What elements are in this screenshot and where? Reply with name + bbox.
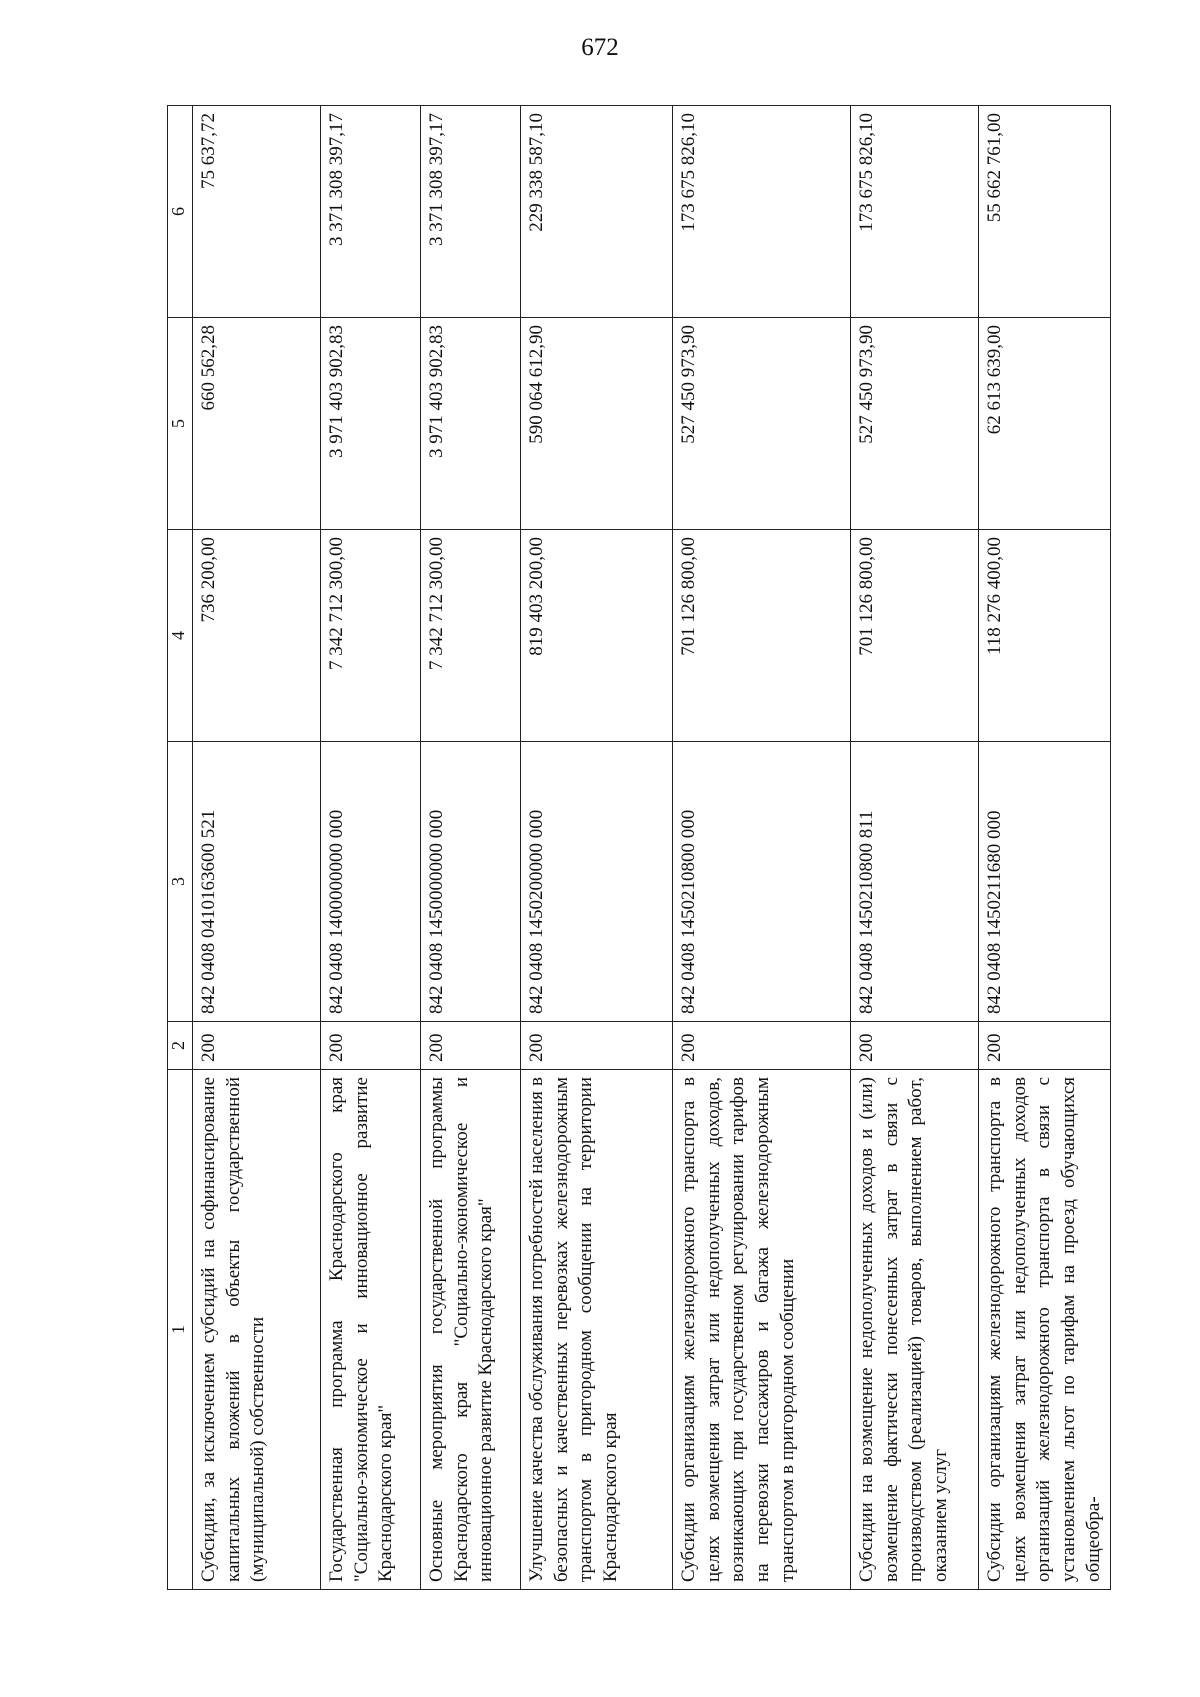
row-value-6: 3 371 308 397,17 [421, 106, 521, 318]
row-code-2: 200 [979, 1022, 1111, 1070]
row-value-6: 55 662 761,00 [979, 106, 1111, 318]
column-header: 6 [168, 106, 193, 318]
row-name: Улучшение качества обслуживания потребностей населения в безопасных и качественных перевозках железнодорожным транспортом в пригородном сообщении на территории Краснодарского края [521, 1070, 673, 1590]
row-value-6: 3 371 308 397,17 [321, 106, 421, 318]
table-row [421, 106, 521, 1590]
row-name: Основные мероприятия государственной программы Краснодарского края "Социально-экономическое и инновационное развитие Краснодарского края" [421, 1070, 521, 1590]
row-code-2: 200 [521, 1022, 673, 1070]
page-number: 672 [581, 34, 619, 61]
row-value-6: 173 675 826,10 [851, 106, 979, 318]
row-budget-code: 842 0408 1450210800 000 [673, 742, 851, 1022]
row-value-6: 229 338 587,10 [521, 106, 673, 318]
rotated-table-container [167, 106, 1103, 1590]
budget-table [167, 105, 1111, 1590]
row-value-6: 75 637,72 [193, 106, 321, 318]
row-value-6: 173 675 826,10 [673, 106, 851, 318]
row-budget-code: 842 0408 1400000000 000 [321, 742, 421, 1022]
row-name: Субсидии организациям железнодорожного транспорта в целях возмещения затрат или недополученных доходов организаций железнодорожного транспорта в связи с установлением льгот по тарифам на проезд обучающихся общеобра- [979, 1070, 1111, 1590]
row-code-2: 200 [193, 1022, 321, 1070]
row-value-4: 701 126 800,00 [673, 530, 851, 742]
row-value-5: 590 064 612,90 [521, 318, 673, 530]
row-value-4: 819 403 200,00 [521, 530, 673, 742]
table-row [851, 106, 979, 1590]
column-header: 5 [168, 318, 193, 530]
column-number-row [168, 106, 193, 1590]
row-code-2: 200 [421, 1022, 521, 1070]
row-value-5: 3 971 403 902,83 [421, 318, 521, 530]
row-code-2: 200 [321, 1022, 421, 1070]
row-budget-code: 842 0408 1450200000 000 [521, 742, 673, 1022]
row-budget-code: 842 0408 1450000000 000 [421, 742, 521, 1022]
row-budget-code: 842 0408 1450211680 000 [979, 742, 1111, 1022]
row-name: Субсидии на возмещение недополученных доходов и (или) возмещение фактически понесенных затрат в связи с производством (реализацией) товаров, выполнением работ, оказанием услуг [851, 1070, 979, 1590]
column-header: 3 [168, 742, 193, 1022]
column-header: 1 [168, 1070, 193, 1590]
row-name: Субсидии, за исключением субсидий на софинансирование капитальных вложений в объекты государственной (муниципальной) собственности [193, 1070, 321, 1590]
row-value-4: 701 126 800,00 [851, 530, 979, 742]
row-value-5: 660 562,28 [193, 318, 321, 530]
column-header: 4 [168, 530, 193, 742]
row-name: Субсидии организациям железнодорожного транспорта в целях возмещения затрат или недополученных доходов, возникающих при государственном регулировании тарифов на перевозки пассажиров и багажа железнодорожным транспортом в пригородном сообщении [673, 1070, 851, 1590]
row-value-5: 62 613 639,00 [979, 318, 1111, 530]
row-value-5: 527 450 973,90 [673, 318, 851, 530]
table-row [521, 106, 673, 1590]
row-value-4: 736 200,00 [193, 530, 321, 742]
table-row [321, 106, 421, 1590]
row-code-2: 200 [851, 1022, 979, 1070]
table-row [193, 106, 321, 1590]
row-budget-code: 842 0408 1450210800 811 [851, 742, 979, 1022]
row-budget-code: 842 0408 0410163600 521 [193, 742, 321, 1022]
table-row [673, 106, 851, 1590]
row-code-2: 200 [673, 1022, 851, 1070]
row-value-4: 7 342 712 300,00 [321, 530, 421, 742]
column-header: 2 [168, 1022, 193, 1070]
row-value-4: 118 276 400,00 [979, 530, 1111, 742]
table-row [979, 106, 1111, 1590]
row-value-5: 527 450 973,90 [851, 318, 979, 530]
row-value-4: 7 342 712 300,00 [421, 530, 521, 742]
row-name: Государственная программа Краснодарского края "Социально-экономическое и инновационное развитие Краснодарского края" [321, 1070, 421, 1590]
row-value-5: 3 971 403 902,83 [321, 318, 421, 530]
